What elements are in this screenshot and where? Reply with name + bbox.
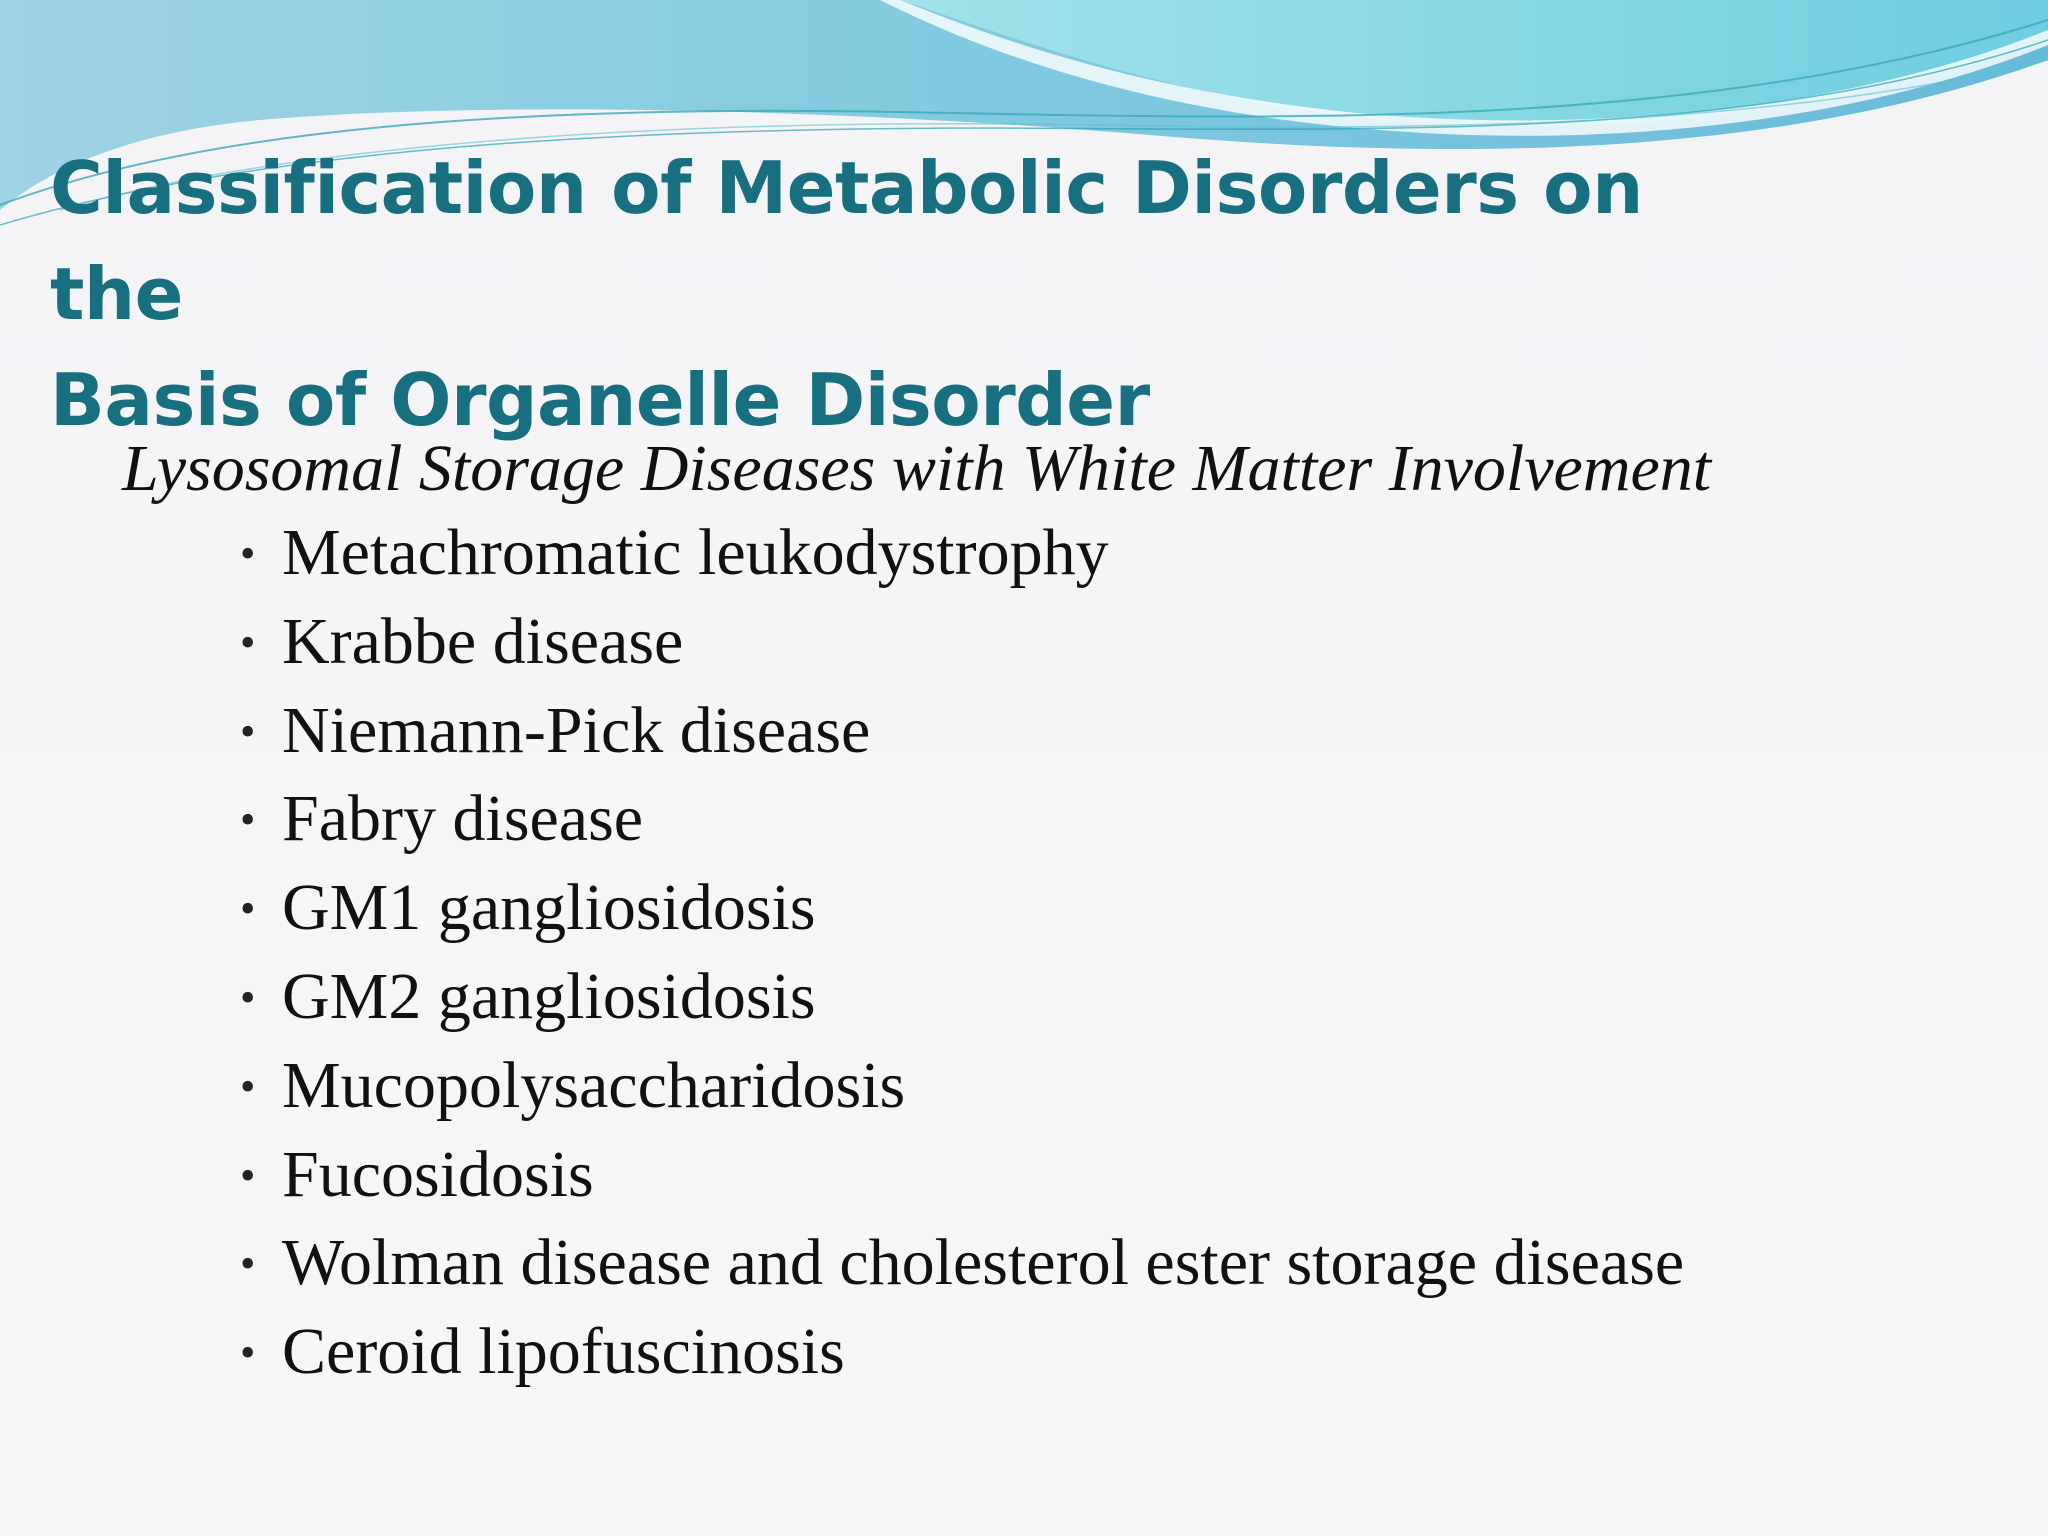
list-item (240, 778, 1684, 867)
list-item (240, 690, 1684, 779)
bullet-icon: • (240, 795, 256, 845)
list-item (240, 956, 1684, 1045)
list-item-text: Mucopolysaccharidosis (282, 1048, 906, 1122)
list-item-text: GM2 gangliosidosis (282, 959, 816, 1033)
list-item (240, 1311, 1684, 1400)
bullet-icon: • (240, 1239, 256, 1289)
list-item-text: Wolman disease and cholesterol ester storage disease (282, 1226, 1685, 1300)
list-item-text: Krabbe disease (282, 604, 684, 678)
list-item (240, 1045, 1684, 1134)
list-item-text: Metachromatic leukodystrophy (282, 516, 1109, 589)
bullet-icon: • (240, 884, 256, 934)
list-item (240, 512, 1684, 601)
section-subheading: Lysosomal Storage Diseases with White Matter Involvement (122, 432, 1712, 505)
slide-title-line-1: Classification of Metabolic Disorders on the (50, 146, 1643, 336)
bullet-icon: • (240, 617, 256, 667)
list-item-text: GM1 gangliosidosis (282, 871, 816, 945)
list-item-text: Fabry disease (282, 782, 644, 856)
bullet-icon: • (240, 1061, 256, 1111)
bullet-icon: • (240, 706, 256, 756)
disease-list (240, 512, 1684, 1400)
slide-title-line-2: Basis of Organelle Disorder (50, 358, 1150, 442)
list-item (240, 867, 1684, 956)
list-item (240, 1222, 1684, 1311)
list-item-text: Niemann-Pick disease (282, 693, 871, 767)
bullet-icon: • (240, 1328, 256, 1378)
bullet-icon: • (240, 529, 256, 578)
bullet-icon: • (240, 972, 256, 1022)
list-item-text: Fucosidosis (282, 1137, 594, 1211)
list-item-text: Ceroid lipofuscinosis (282, 1315, 845, 1389)
list-item (240, 601, 1684, 690)
bullet-icon: • (240, 1150, 256, 1200)
slide-title (50, 135, 1750, 453)
list-item (240, 1134, 1684, 1223)
